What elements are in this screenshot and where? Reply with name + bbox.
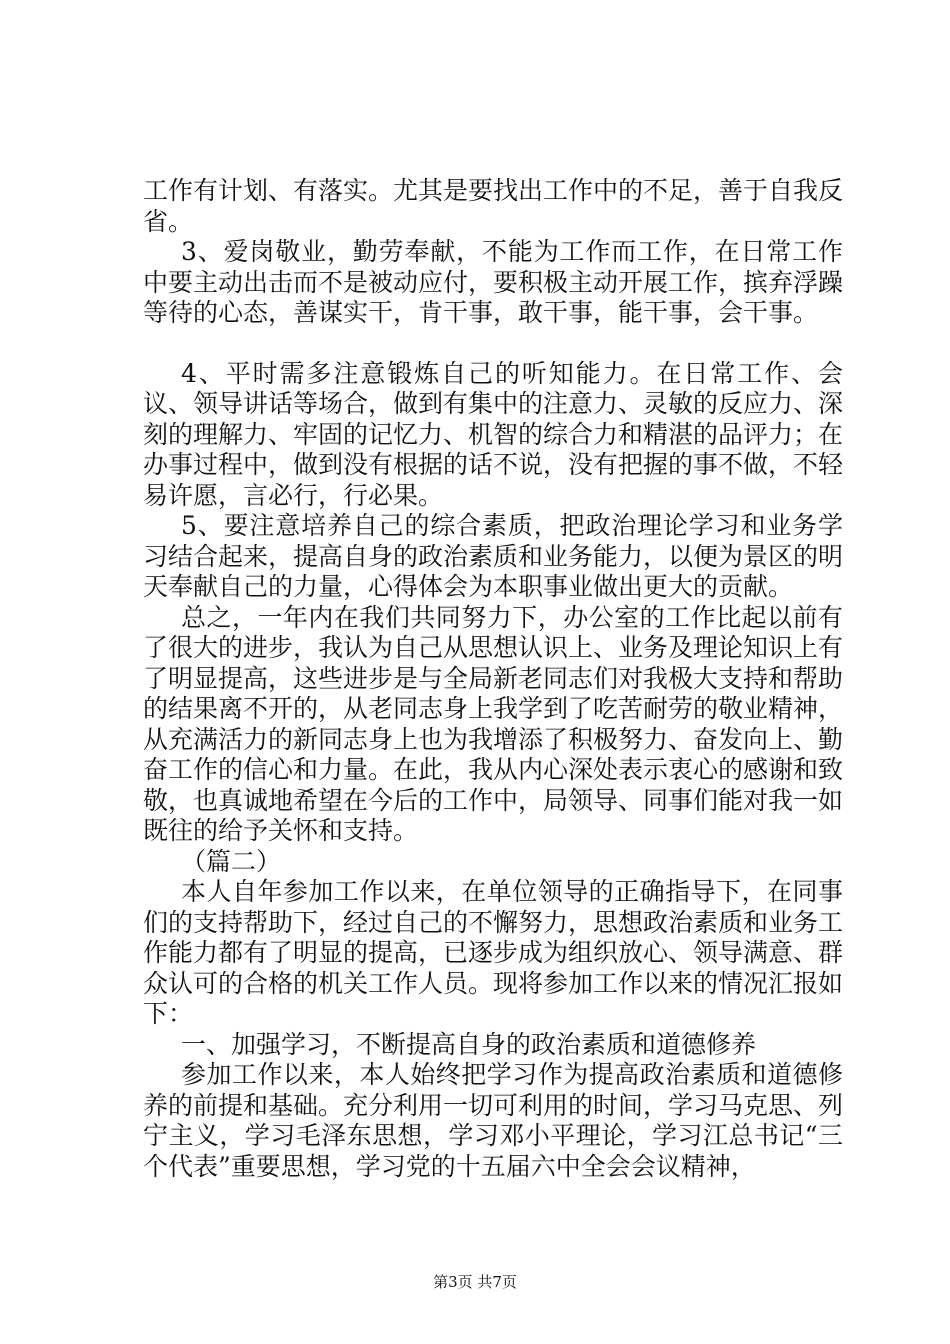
section-heading-part-two: （篇二） [181, 846, 282, 876]
paragraph-continuation: 工作有计划、有落实。尤其是要找出工作中的不足，善于自我反省。 [143, 176, 844, 236]
paragraph-intro: 本人自年参加工作以来，在单位领导的正确指导下，在同事们的支持帮助下，经过自己的不懈努力，思想政治素质和业务工作能力都有了明显的提高，已逐步成为组织放心、领导满意、群众认可的合格的机关工作人员。现将参加工作以来的情况汇报如下： [143, 877, 844, 1028]
page-number-footer: 第3页 共7页 [433, 1273, 517, 1291]
paragraph-item-3: 3、爱岗敬业，勤劳奉献，不能为工作而工作，在日常工作中要主动出击而不是被动应付，要积极主动开展工作，摈弃浮躁等待的心态，善谋实干，肯干事，敢干事，能干事，会干事。 [143, 237, 844, 327]
paragraph-study: 参加工作以来，本人始终把学习作为提高政治素质和道德修养的前提和基础。充分利用一切可利用的时间，学习马克思、列宁主义，学习毛泽东思想，学习邓小平理论，学习江总书记“三个代表”重要思想，学习党的十五届六中全会会议精神， [143, 1060, 844, 1181]
paragraph-item-4: 4、平时需多注意锻炼自己的听知能力。在日常工作、会议、领导讲话等场合，做到有集中的注意力、灵敏的反应力、深刻的理解力、牢固的记忆力、机智的综合力和精湛的品评力；在办事过程中，做到没有根据的话不说，没有把握的事不做，不轻易许愿，言必行，行必果。 [143, 358, 844, 510]
document-body [143, 176, 843, 1182]
paragraph-item-5: 5、要注意培养自己的综合素质，把政治理论学习和业务学习结合起来，提高自身的政治素质和业务能力，以便为景区的明天奉献自己的力量，心得体会为本职事业做出更大的贡献。 [143, 511, 844, 601]
section-heading-one: 一、加强学习，不断提高自身的政治素质和道德修养 [181, 1029, 757, 1059]
paragraph-summary: 总之，一年内在我们共同努力下，办公室的工作比起以前有了很大的进步，我认为自己从思想认识上、业务及理论知识上有了明显提高，这些进步是与全局新老同志们对我极大支持和帮助的结果离不开的，从老同志身上我学到了吃苦耐劳的敬业精神，从充满活力的新同志身上也为我增添了积极努力、奋发向上、勤奋工作的信心和力量。在此，我从内心深处表示衷心的感谢和致敬，也真诚地希望在今后的工作中，局领导、同事们能对我一如既往的给予关怀和支持。 [143, 602, 844, 845]
